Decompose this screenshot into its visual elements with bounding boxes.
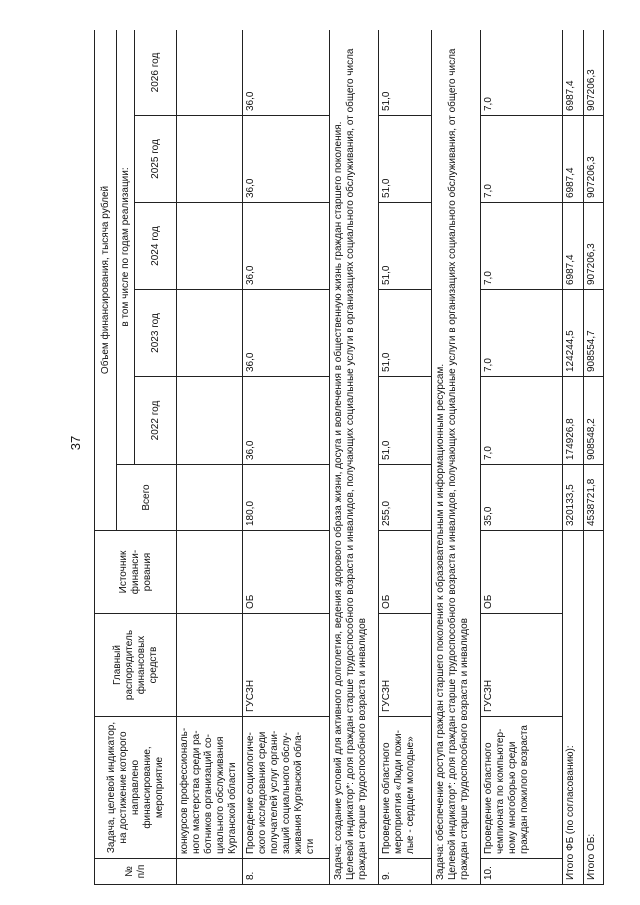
row-y2025: [177, 116, 243, 203]
row-y2025: 36,0: [243, 116, 330, 203]
row-y2022: 36,0: [243, 377, 330, 465]
task-row: [330, 30, 379, 885]
row-y2026: 7,0: [481, 30, 563, 116]
row-y2023: [177, 290, 243, 377]
totals-total: 4538721,8: [583, 465, 603, 531]
row-y2026: 51,0: [379, 30, 432, 116]
row-distributor: ГУСЗН: [243, 614, 330, 717]
row-no: 9.: [379, 859, 432, 885]
row-name: конкурсов профессионального мастерства среди работников организаций социального обслуживания Курганской области: [177, 717, 243, 859]
table-wrapper: [94, 30, 604, 885]
totals-label: Итого ФБ (по согласованию):: [563, 531, 583, 885]
totals-y2024: 6987,4: [563, 203, 583, 290]
rotated-table-area: [94, 30, 604, 885]
totals-y2026: 6987,4: [563, 30, 583, 116]
header-years-group: в том числе по годам реализации:: [117, 30, 135, 465]
totals-y2024: 907206,3: [583, 203, 603, 290]
row-total: 180,0: [243, 465, 330, 531]
row-y2022: 51,0: [379, 377, 432, 465]
header-task: Задача, целевой индикатор, на достижение которого направлено финансирование, мероприятие: [95, 717, 177, 859]
row-distributor: ГУСЗН: [379, 614, 432, 717]
row-y2023: 7,0: [481, 290, 563, 377]
totals-row: [563, 30, 583, 885]
header-source: Источник финансирования: [95, 531, 177, 614]
page-number: 37: [68, 435, 83, 451]
task-text: Задача: создание условий для активного долголетия, ведения здорового образа жизни, досуга и вовлечения в общественную жизнь граждан старшего поколения. Целевой индикатор*: доля граждан старше трудоспособного возраста и инвалидов, получающих социальные услуги в организациях социального обслуживания, от общего числа граждан старше трудоспособного возраста и инвалидов: [330, 30, 379, 885]
row-y2025: 7,0: [481, 116, 563, 203]
totals-y2022: 908548,2: [583, 377, 603, 465]
row-y2024: 36,0: [243, 203, 330, 290]
row-no: 8.: [243, 859, 330, 885]
totals-total: 320133,5: [563, 465, 583, 531]
totals-y2023: 124244,5: [563, 290, 583, 377]
row-y2023: 51,0: [379, 290, 432, 377]
row-y2024: [177, 203, 243, 290]
row-no: [177, 859, 243, 885]
header-year: 2026 год: [135, 30, 177, 116]
header-distributor: Главный распорядитель финансовых средств: [95, 614, 177, 717]
table-row: [177, 30, 243, 885]
header-year: 2024 год: [135, 203, 177, 290]
row-y2024: 7,0: [481, 203, 563, 290]
task-text: Задача: обеспечение доступа граждан старшего поколения к образовательным и информационным ресурсам. Целевой индикатор*: доля граждан старше трудоспособного возраста и инвалидов, получающих социальные услуги в организациях социального обслуживания, от общего числа граждан старше трудоспособного возраста и инвалидов: [432, 30, 481, 885]
table-row: [243, 30, 330, 885]
row-y2025: 51,0: [379, 116, 432, 203]
row-source: ОБ: [243, 531, 330, 614]
row-y2022: 7,0: [481, 377, 563, 465]
header-no: № п/п: [95, 859, 177, 885]
header-year: 2025 год: [135, 116, 177, 203]
header-year: 2023 год: [135, 290, 177, 377]
row-y2024: 51,0: [379, 203, 432, 290]
row-name: Проведение социологического исследования среди получателей услуг организаций социального обслуживания Курганской области: [243, 717, 330, 859]
row-total: 35,0: [481, 465, 563, 531]
row-total: [177, 465, 243, 531]
row-y2022: [177, 377, 243, 465]
row-no: 10.: [481, 859, 563, 885]
totals-y2025: 907206,3: [583, 116, 603, 203]
totals-y2023: 908554,7: [583, 290, 603, 377]
row-y2026: [177, 30, 243, 116]
table-row: [481, 30, 563, 885]
totals-label: Итого ОБ:: [583, 531, 603, 885]
header-funding-group: Объем финансирования, тысяча рублей: [95, 30, 117, 531]
row-distributor: ГУСЗН: [481, 614, 563, 717]
row-name: Проведение областного мероприятия «Люди пожилые - сердцем молодые»: [379, 717, 432, 859]
table-row: [379, 30, 432, 885]
row-source: ОБ: [379, 531, 432, 614]
row-distributor: [177, 614, 243, 717]
totals-y2025: 6987,4: [563, 116, 583, 203]
header-total: Всего: [117, 465, 177, 531]
funding-table: [94, 30, 604, 885]
totals-y2026: 907206,3: [583, 30, 603, 116]
row-source: [177, 531, 243, 614]
totals-y2022: 174926,8: [563, 377, 583, 465]
task-row: [432, 30, 481, 885]
row-y2023: 36,0: [243, 290, 330, 377]
row-source: ОБ: [481, 531, 563, 614]
totals-row: [583, 30, 603, 885]
row-y2026: 36,0: [243, 30, 330, 116]
row-name: Проведение областного чемпионата по компьютерному многоборью среди граждан пожилого возраста: [481, 717, 563, 859]
row-total: 255,0: [379, 465, 432, 531]
header-year: 2022 год: [135, 377, 177, 465]
